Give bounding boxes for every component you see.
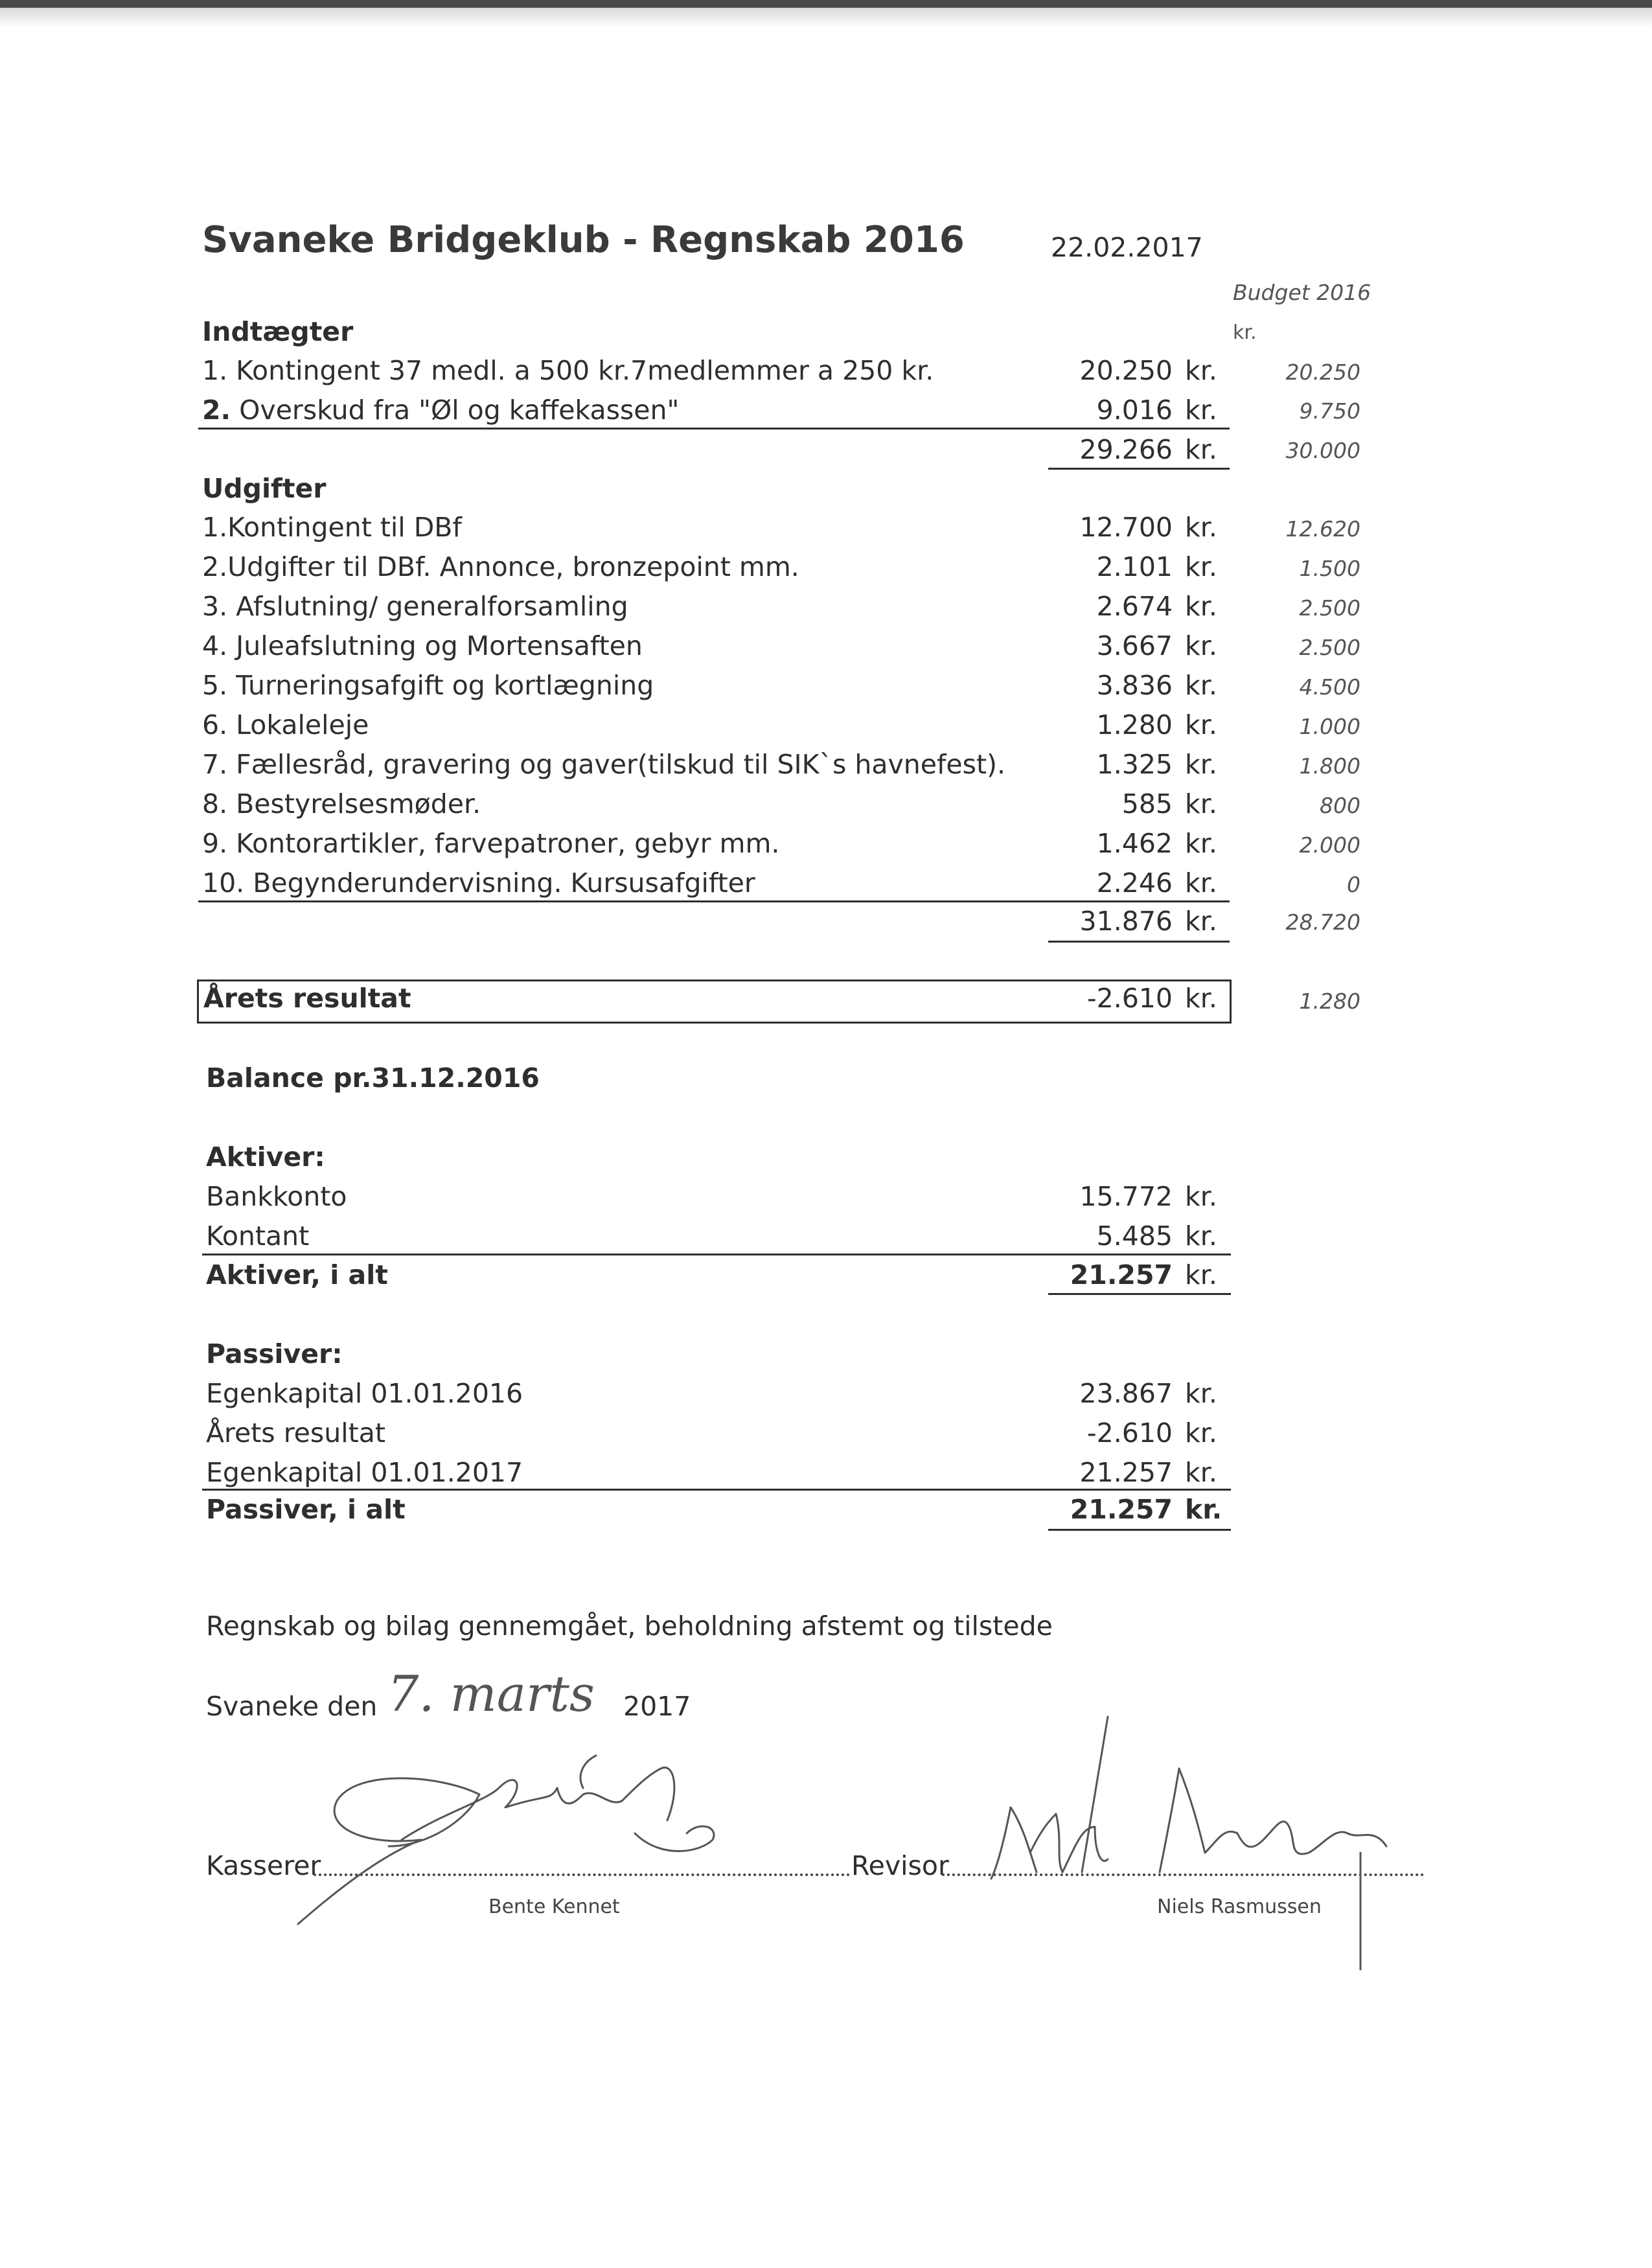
expense-row-unit: kr. (1185, 512, 1217, 543)
asset-row-label: Kontant (206, 1220, 310, 1252)
liability-row-label: Årets resultat (206, 1417, 385, 1449)
page-title: Svaneke Bridgeklub - Regnskab 2016 (202, 219, 965, 261)
treasurer-label: Kasserer (206, 1850, 321, 1881)
asset-row-label: Bankkonto (206, 1181, 347, 1212)
liability-row-amount: -2.610 (1086, 1417, 1173, 1449)
document-date: 22.02.2017 (1051, 232, 1203, 263)
liability-row-label: Egenkapital 01.01.2016 (206, 1378, 523, 1409)
expense-row-budget: 800 (1320, 793, 1360, 818)
expense-row-amount: 12.700 (1079, 512, 1173, 543)
scan-shadow (0, 8, 1652, 27)
liabilities-total-label: Passiver, i alt (206, 1494, 406, 1525)
expense-row-label: 6. Lokaleleje (202, 709, 369, 740)
assets-heading: Aktiver: (206, 1141, 325, 1173)
asset-row-amount: 5.485 (1096, 1220, 1173, 1252)
expense-row-amount: 2.101 (1096, 551, 1173, 582)
expense-row-label: 3. Afslutning/ generalforsamling (202, 591, 628, 622)
expense-row-budget: 1.500 (1299, 556, 1360, 581)
expense-row-unit: kr. (1185, 591, 1217, 622)
expense-row-unit: kr. (1185, 828, 1217, 859)
income-row-label (202, 395, 679, 426)
income-total-underline (1048, 468, 1230, 470)
income-row-budget: 20.250 (1285, 360, 1360, 385)
expense-row-unit: kr. (1185, 749, 1217, 780)
expense-row-label: 7. Fællesråd, gravering og gaver(tilskud til SIK`s havnefest). (202, 749, 1006, 780)
date-year: 2017 (623, 1691, 691, 1722)
auditor-signature (985, 1697, 1425, 1976)
auditor-name: Niels Rasmussen (1157, 1896, 1322, 1918)
expense-row-label: 10. Begynderundervisning. Kursusafgifter (202, 867, 755, 899)
expenses-divider (198, 900, 1230, 902)
expense-row-budget: 2.000 (1299, 832, 1360, 858)
expense-row-label: 5. Turneringsafgift og kortlægning (202, 670, 654, 701)
income-total-budget: 30.000 (1285, 438, 1360, 463)
expense-row-amount: 3.667 (1096, 630, 1173, 661)
asset-row-unit: kr. (1185, 1181, 1217, 1212)
result-budget: 1.280 (1299, 989, 1360, 1014)
liability-row-label: Egenkapital 01.01.2017 (206, 1457, 523, 1488)
result-label: Årets resultat (203, 983, 411, 1014)
expense-row-amount: 1.462 (1096, 828, 1173, 859)
income-row-unit: kr. (1185, 355, 1217, 386)
treasurer-name: Bente Kennet (488, 1896, 620, 1918)
result-unit: kr. (1185, 983, 1217, 1014)
budget-header: Budget 2016 (1233, 280, 1371, 305)
assets-total-underline (1048, 1293, 1231, 1295)
income-divider (198, 428, 1230, 430)
expenses-total-budget: 28.720 (1285, 910, 1360, 935)
place-prefix: Svaneke den (206, 1691, 378, 1722)
liability-row-unit: kr. (1185, 1417, 1217, 1449)
income-heading: Indtægter (202, 316, 354, 347)
liabilities-total-amount: 21.257 (1070, 1494, 1173, 1525)
expenses-total-unit: kr. (1185, 906, 1217, 937)
liability-row-amount: 21.257 (1079, 1457, 1173, 1488)
liabilities-divider (202, 1489, 1231, 1491)
expense-row-unit: kr. (1185, 630, 1217, 661)
expense-row-amount: 1.280 (1096, 709, 1173, 740)
assets-total-unit: kr. (1185, 1259, 1217, 1290)
handwritten-date: 7. marts (387, 1665, 595, 1723)
income-row-unit: kr. (1185, 395, 1217, 426)
assets-total-amount: 21.257 (1070, 1259, 1173, 1290)
liabilities-heading: Passiver: (206, 1338, 343, 1369)
treasurer-signature (272, 1749, 764, 1937)
expense-row-amount: 585 (1121, 788, 1173, 819)
expense-row-budget: 2.500 (1299, 635, 1360, 660)
asset-row-unit: kr. (1185, 1220, 1217, 1252)
assets-total-label: Aktiver, i alt (206, 1259, 388, 1290)
expense-row-amount: 2.674 (1096, 591, 1173, 622)
auditor-label: Revisor (851, 1850, 949, 1881)
liability-row-amount: 23.867 (1079, 1378, 1173, 1409)
liabilities-total-unit: kr. (1185, 1494, 1222, 1525)
expense-row-budget: 0 (1347, 872, 1360, 897)
expense-row-unit: kr. (1185, 709, 1217, 740)
expense-row-budget: 4.500 (1299, 674, 1360, 700)
expense-row-budget: 1.800 (1299, 753, 1360, 779)
expense-row-unit: kr. (1185, 788, 1217, 819)
expense-row-label: 4. Juleafslutning og Mortensaften (202, 630, 643, 661)
expense-row-label: 9. Kontorartikler, farvepatroner, gebyr mm. (202, 828, 780, 859)
income-row-amount: 20.250 (1079, 355, 1173, 386)
expenses-total-underline (1048, 941, 1230, 943)
expense-row-amount: 1.325 (1096, 749, 1173, 780)
audit-statement: Regnskab og bilag gennemgået, beholdning afstemt og tilstede (206, 1610, 1053, 1642)
expense-row-budget: 2.500 (1299, 595, 1360, 621)
expense-row-amount: 2.246 (1096, 867, 1173, 899)
income-row-number: 2. (202, 395, 231, 426)
income-total-amount: 29.266 (1079, 434, 1173, 465)
expense-row-budget: 12.620 (1285, 516, 1360, 542)
assets-divider (202, 1254, 1231, 1255)
liability-row-unit: kr. (1185, 1378, 1217, 1409)
liability-row-unit: kr. (1185, 1457, 1217, 1488)
expense-row-unit: kr. (1185, 551, 1217, 582)
expenses-heading: Udgifter (202, 473, 327, 504)
expense-row-budget: 1.000 (1299, 714, 1360, 739)
expense-row-label: 1.Kontingent til DBf (202, 512, 462, 543)
income-row-text: Overskud fra "Øl og kaffekassen" (239, 395, 680, 426)
expense-row-amount: 3.836 (1096, 670, 1173, 701)
result-amount: -2.610 (1086, 983, 1173, 1014)
expenses-total-amount: 31.876 (1079, 906, 1173, 937)
income-row-budget: 9.750 (1299, 398, 1360, 424)
balance-heading: Balance pr.31.12.2016 (206, 1062, 540, 1094)
asset-row-amount: 15.772 (1079, 1181, 1173, 1212)
liabilities-total-underline (1048, 1529, 1231, 1531)
expense-row-unit: kr. (1185, 867, 1217, 899)
income-total-unit: kr. (1185, 434, 1217, 465)
expense-row-label: 8. Bestyrelsesmøder. (202, 788, 481, 819)
expense-row-label: 2.Udgifter til DBf. Annonce, bronzepoint mm. (202, 551, 799, 582)
budget-unit: kr. (1233, 321, 1257, 344)
scan-edge (0, 0, 1652, 8)
income-row-label: 1. Kontingent 37 medl. a 500 kr.7medlemmer a 250 kr. (202, 355, 934, 386)
income-row-amount: 9.016 (1096, 395, 1173, 426)
expense-row-unit: kr. (1185, 670, 1217, 701)
